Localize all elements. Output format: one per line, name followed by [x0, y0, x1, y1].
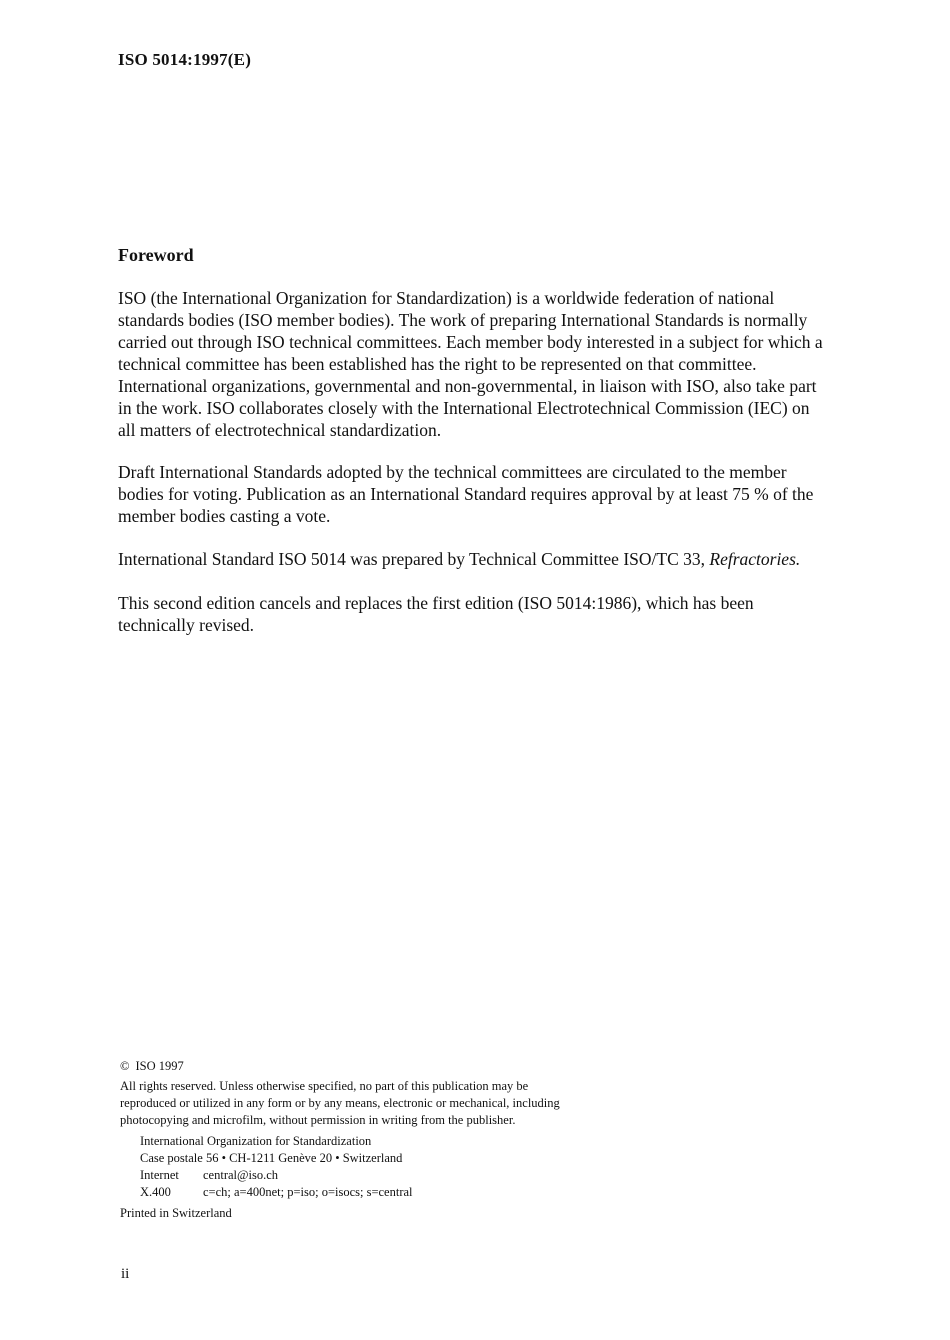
text-line: International organizations, governmental and non-governmental, in liaison with ISO, also take part: [118, 376, 817, 396]
text-line: in the work. ISO collaborates closely with the International Electrotechnical Commission (IEC) on: [118, 398, 810, 418]
document-id-header: ISO 5014:1997(E): [118, 50, 252, 69]
foreword-heading: Foreword: [118, 245, 194, 265]
text-line: technically revised.: [118, 615, 255, 635]
internet-row: [140, 1167, 660, 1184]
foreword-paragraph-2: [118, 461, 888, 527]
copyright-year: ISO 1997: [135, 1059, 184, 1073]
text-line: photocopying and microfilm, without permission in writing from the publisher.: [120, 1113, 516, 1127]
text-line: all matters of electrotechnical standardization.: [118, 420, 442, 440]
internet-value: central@iso.ch: [203, 1168, 279, 1182]
foreword-paragraph-4: [118, 592, 888, 636]
printed-in: Printed in Switzerland: [120, 1206, 232, 1220]
foreword-paragraph-3: [118, 548, 888, 570]
publisher-address: [140, 1133, 660, 1201]
text-line: carried out through ISO technical committees. Each member body interested in a subject for which a: [118, 332, 823, 352]
x400-value: c=ch; a=400net; p=iso; o=isocs; s=central: [203, 1185, 413, 1199]
copyright-line: [120, 1058, 660, 1075]
text-line: All rights reserved. Unless otherwise specified, no part of this publication may be: [120, 1079, 529, 1093]
x400-label: X.400: [140, 1185, 171, 1199]
x400-row: [140, 1184, 660, 1201]
postal-address: Case postale 56 • CH-1211 Genève 20 • Switzerland: [140, 1151, 403, 1165]
text-line: standards bodies (ISO member bodies). The work of preparing International Standards is normally: [118, 310, 808, 330]
committee-title: Refractories.: [709, 549, 801, 569]
internet-label: Internet: [140, 1168, 179, 1182]
org-name: International Organization for Standardization: [140, 1134, 372, 1148]
text-line: ISO (the International Organization for Standardization) is a worldwide federation of national: [118, 288, 775, 308]
text-line: reproduced or utilized in any form or by any means, electronic or mechanical, including: [120, 1096, 560, 1110]
copyright-block: [120, 1058, 660, 1222]
text-line: bodies for voting. Publication as an International Standard requires approval by at least 75 % of the: [118, 484, 814, 504]
rights-statement: [120, 1078, 660, 1129]
committee-text: International Standard ISO 5014 was prepared by Technical Committee ISO/TC 33,: [118, 549, 710, 569]
text-line: Draft International Standards adopted by the technical committees are circulated to the member: [118, 462, 787, 482]
text-line: technical committee has been established has the right to be represented on that committee.: [118, 354, 757, 374]
page-number: ii: [121, 1266, 130, 1282]
copyright-symbol: ©: [120, 1059, 130, 1073]
text-line: member bodies casting a vote.: [118, 506, 331, 526]
foreword-paragraph-1: [118, 287, 888, 441]
text-line: This second edition cancels and replaces the first edition (ISO 5014:1986), which has been: [118, 593, 754, 613]
